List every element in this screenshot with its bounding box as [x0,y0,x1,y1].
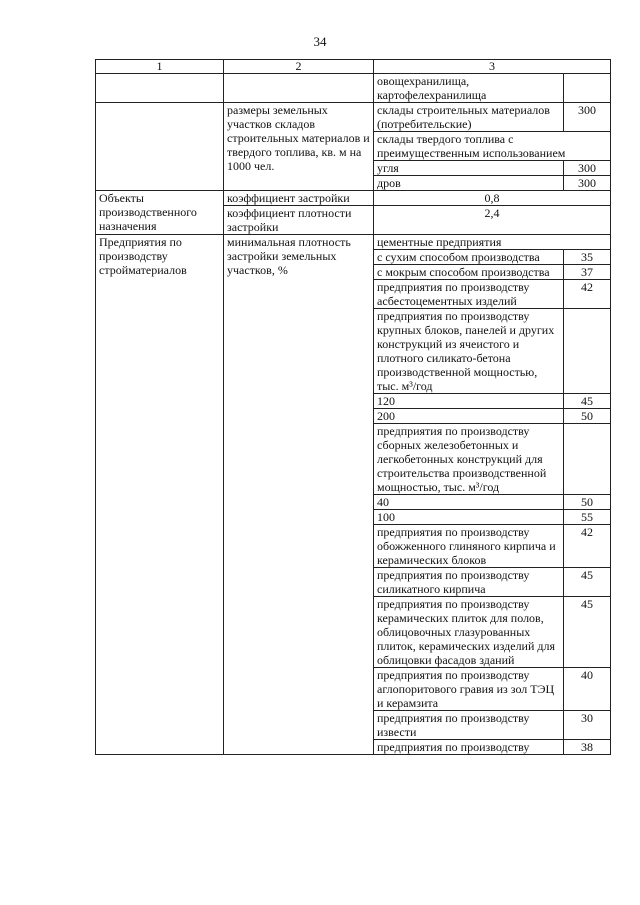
cell-vegetable-storage: овощехранилища, картофелехранилища [374,74,564,103]
table-row [96,235,611,250]
page-number: 34 [313,34,327,49]
cell-enterprise-type: предприятия по производству силикатного кирпича [374,568,564,597]
cell-enterprise-type: предприятия по производству сборных железобетонных и легкобетонных конструкций для строительства производственной мощностью, тыс. м³/год [374,424,564,495]
cell-build-coefficient: коэффициент застройки [224,191,374,206]
cell-enterprise-type: предприятия по производству обожженного глиняного кирпича и керамических блоков [374,525,564,568]
table-row [96,74,611,103]
header-row [96,60,611,74]
value-cell: 45 [564,568,611,597]
cell-enterprise-type: предприятия по производству крупных блоков, панелей и других конструкций из ячеистого и плотного силикато-бетона производственной мощностью, тыс. м³/год [374,309,564,394]
value-cell: 38 [564,740,611,755]
header-col-3: 3 [374,60,611,74]
value-cell: 42 [564,280,611,309]
norms-table [95,59,611,755]
table-row [96,103,611,132]
value-cell: 300 [564,103,611,132]
header-col-2: 2 [224,60,374,74]
value-cell: 300 [564,161,611,176]
value-cell: 45 [564,394,611,409]
value-cell: 42 [564,525,611,568]
value-cell: 45 [564,597,611,668]
cell-enterprise-type: 40 [374,495,564,510]
cell-min-density: минимальная плотность застройки земельных участков, % [224,235,374,755]
cell-enterprise-type: цементные предприятия [374,235,611,250]
cell-materials-enterprises: Предприятия по производству стройматериалов [96,235,224,755]
cell-enterprise-type: с сухим способом производства [374,250,564,265]
value-cell: 2,4 [374,206,611,235]
value-cell: 30 [564,711,611,740]
value-cell [564,424,611,495]
value-cell: 37 [564,265,611,280]
cell-enterprise-type: предприятия по производству извести [374,711,564,740]
cell-building-materials-storage: склады строительных материалов (потребительские) [374,103,564,132]
cell-enterprise-type: предприятия по производству аглопоритового гравия из зол ТЭЦ и керамзита [374,668,564,711]
value-cell [564,309,611,394]
cell-storage-sizes: размеры земельных участков складов строительных материалов и твердого топлива, кв. м на 1000 чел. [224,103,374,191]
cell-enterprise-type: 200 [374,409,564,424]
value-cell: 55 [564,510,611,525]
cell-enterprise-type: предприятия по производству асбестоцементных изделий [374,280,564,309]
cell-enterprise-type: 100 [374,510,564,525]
value-cell: 50 [564,409,611,424]
cell-industrial-objects: Объекты производственного назначения [96,191,224,235]
cell-density-coefficient: коэффициент плотности застройки [224,206,374,235]
cell-enterprise-type: 120 [374,394,564,409]
cell-enterprise-type: предприятия по производству керамических плиток для полов, облицовочных глазурованных плиток, керамических изделий для облицовки фасадов зданий [374,597,564,668]
cell-coal: угля [374,161,564,176]
value-cell: 300 [564,176,611,191]
table-row [96,191,611,206]
cell-wood: дров [374,176,564,191]
cell-enterprise-type: с мокрым способом производства [374,265,564,280]
cell-enterprise-type: предприятия по производству [374,740,564,755]
value-cell: 35 [564,250,611,265]
header-col-1: 1 [96,60,224,74]
value-cell: 50 [564,495,611,510]
value-cell: 40 [564,668,611,711]
value-cell: 0,8 [374,191,611,206]
cell-solid-fuel-storage: склады твердого топлива с преимущественным использованием [374,132,611,161]
